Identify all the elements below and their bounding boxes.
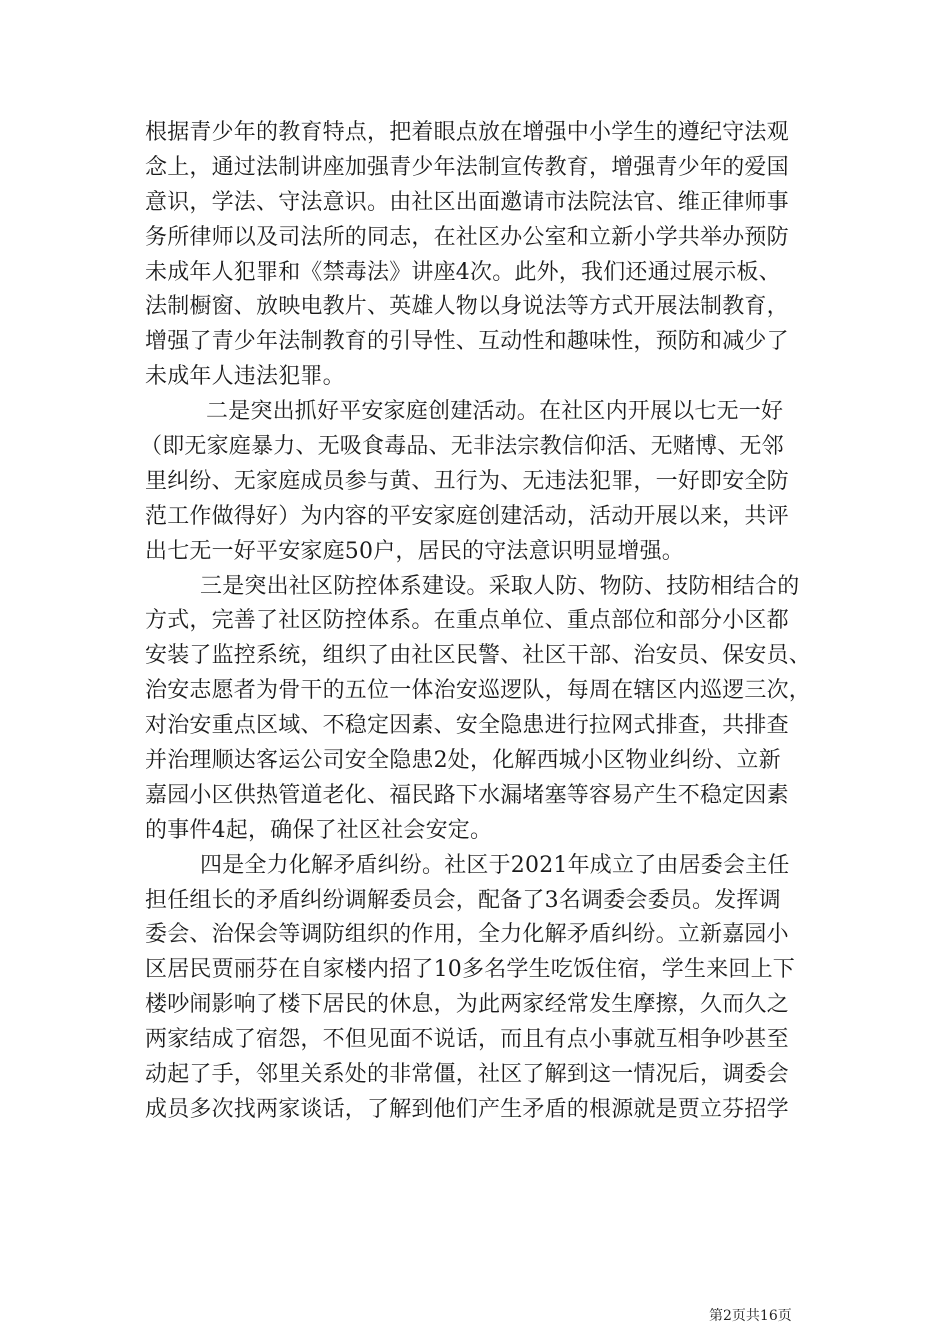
text-line: 出七无一好平安家庭50户，居民的守法意识明显增强。 <box>145 538 684 564</box>
text-line: 方式，完善了社区防控体系。在重点单位、重点部位和部分小区都 <box>145 608 789 634</box>
paragraph-first-line: 三是突出社区防控体系建设。采取人防、物防、技防相结合的 <box>200 573 800 599</box>
text-line: 委会、治保会等调防组织的作用，全力化解矛盾纠纷。立新嘉园小 <box>145 922 789 948</box>
text-line: 未成年人违法犯罪。 <box>145 364 345 390</box>
text-line: 对治安重点区域、不稳定因素、安全隐患进行拉网式排查，共排查 <box>145 713 789 739</box>
text-line: 念上，通过法制讲座加强青少年法制宣传教育，增强青少年的爱国 <box>145 154 789 180</box>
text-line: 担任组长的矛盾纠纷调解委员会，配备了3名调委会委员。发挥调 <box>145 887 781 913</box>
text-line: 成员多次找两家谈话，了解到他们产生矛盾的根源就是贾立芬招学 <box>145 1096 789 1122</box>
text-line: 范工作做得好）为内容的平安家庭创建活动，活动开展以来，共评 <box>145 503 789 529</box>
text-line: 区居民贾丽芬在自家楼内招了10多名学生吃饭住宿，学生来回上下 <box>145 957 795 983</box>
text-line: 增强了青少年法制教育的引导性、互动性和趣味性，预防和减少了 <box>145 329 789 355</box>
paragraph-first-line: 二是突出抓好平安家庭创建活动。在社区内开展以七无一好 <box>206 399 784 425</box>
text-line: 嘉园小区供热管道老化、福民路下水漏堵塞等容易产生不稳定因素 <box>145 782 789 808</box>
text-line: 意识，学法、守法意识。由社区出面邀请市法院法官、维正律师事 <box>145 189 789 215</box>
paragraph-first-line: 四是全力化解矛盾纠纷。社区于2021年成立了由居委会主任 <box>200 852 790 878</box>
text-line: 并治理顺达客运公司安全隐患2处，化解西城小区物业纠纷、立新 <box>145 748 781 774</box>
text-line: 两家结成了宿怨，不但见面不说话，而且有点小事就互相争吵甚至 <box>145 1027 789 1053</box>
document-body <box>0 116 950 1128</box>
text-line: 安装了监控系统，组织了由社区民警、社区干部、治安员、保安员、 <box>145 643 812 669</box>
text-line: 楼吵闹影响了楼下居民的休息，为此两家经常发生摩擦，久而久之 <box>145 992 789 1018</box>
text-line: 根据青少年的教育特点，把着眼点放在增强中小学生的遵纪守法观 <box>145 120 789 145</box>
text-line: 里纠纷、无家庭成员参与黄、丑行为、无违法犯罪，一好即安全防 <box>145 468 789 494</box>
text-line: 动起了手，邻里关系处的非常僵，社区了解到这一情况后，调委会 <box>145 1062 789 1088</box>
text-line: 务所律师以及司法所的同志，在社区办公室和立新小学共举办预防 <box>145 224 789 250</box>
text-line: 未成年人犯罪和《禁毒法》讲座4次。此外，我们还通过展示板、 <box>145 259 781 285</box>
text-line: 治安志愿者为骨干的五位一体治安巡逻队，每周在辖区内巡逻三次， <box>145 678 812 704</box>
page-number: 第2页共16页 <box>709 1308 792 1324</box>
text-line: （即无家庭暴力、无吸食毒品、无非法宗教信仰活、无赌博、无邻 <box>140 434 784 460</box>
text-line: 的事件4起，确保了社区社会安定。 <box>145 817 493 843</box>
text-line: 法制橱窗、放映电教片、英雄人物以身说法等方式开展法制教育， <box>145 294 789 320</box>
